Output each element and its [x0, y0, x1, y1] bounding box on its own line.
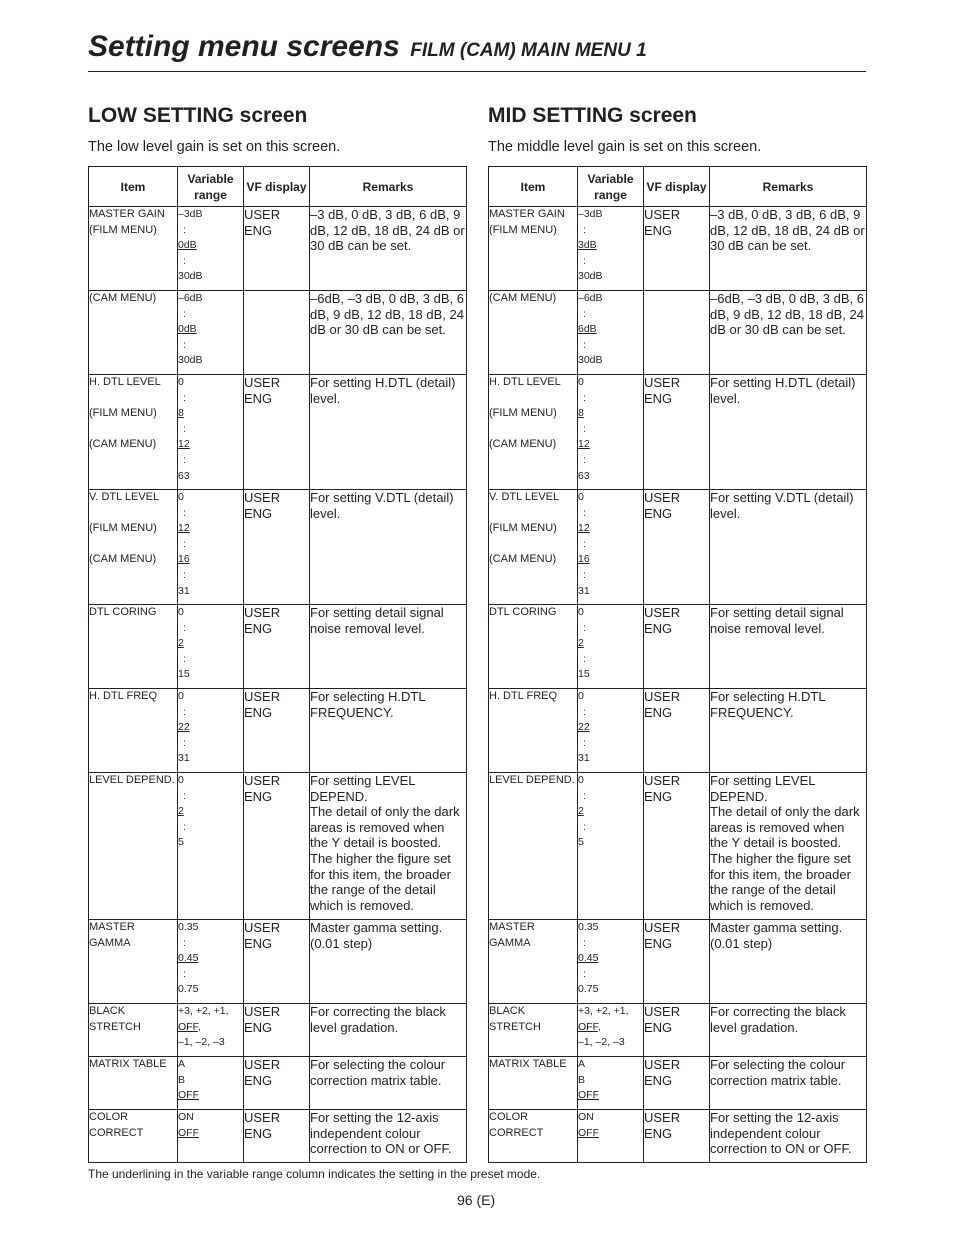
cell-remarks: Master gamma setting. (0.01 step)	[310, 920, 467, 1004]
table-row	[489, 1004, 867, 1057]
cell-item: (CAM MENU)	[89, 291, 178, 375]
range-value: :	[183, 705, 186, 718]
cell-vf-display	[644, 291, 710, 375]
cell-vf-display: USER ENG	[244, 1110, 310, 1163]
table-row	[89, 1110, 467, 1163]
range-value: :	[583, 652, 586, 665]
range-value: ON	[578, 1111, 594, 1123]
cell-remarks: For selecting H.DTL FREQUENCY.	[310, 689, 467, 773]
range-value: 30dB	[578, 270, 603, 283]
range-value: :	[183, 568, 186, 581]
cell-item: BLACK STRETCH	[89, 1004, 178, 1057]
cell-remarks: For setting the 12-axis independent colour correction to ON or OFF.	[310, 1110, 467, 1163]
range-value: :	[183, 453, 186, 466]
col-header-remarks: Remarks	[710, 167, 867, 207]
col-header-range: Variable range	[178, 167, 244, 207]
range-value: 63	[178, 469, 190, 482]
range-value: 0	[578, 491, 584, 503]
cell-vf-display: USER ENG	[244, 1004, 310, 1057]
cell-variable-range	[178, 605, 244, 689]
cell-variable-range	[178, 375, 244, 490]
range-value: :	[583, 967, 586, 980]
preset-value: 22	[178, 721, 190, 734]
cell-remarks: For correcting the black level gradation.	[310, 1004, 467, 1057]
preset-value: OFF	[178, 1126, 199, 1139]
col-header-vf: VF display	[644, 167, 710, 207]
cell-remarks: For setting V.DTL (detail) level.	[710, 490, 867, 605]
range-value: :	[583, 506, 586, 519]
page-number: 96 (E)	[457, 1192, 496, 1208]
table-row	[89, 375, 467, 490]
cell-variable-range	[178, 1110, 244, 1163]
cell-remarks: For selecting H.DTL FREQUENCY.	[710, 689, 867, 773]
low-section-title: LOW SETTING screen	[88, 104, 308, 127]
range-value: 30dB	[178, 354, 203, 367]
cell-remarks: For setting LEVEL DEPEND. The detail of only the dark areas is removed when the Y detail is boosted. The higher the figure set for this item, the broader the range of the detail which is removed.	[310, 773, 467, 920]
table-row	[89, 773, 467, 920]
footnote: The underlining in the variable range column indicates the setting in the preset mode.	[88, 1167, 541, 1181]
preset-value: 0.45	[178, 952, 199, 965]
range-value: –3dB	[578, 208, 603, 220]
range-value: 30dB	[578, 354, 603, 367]
preset-value: 16	[178, 553, 190, 566]
range-value: –1, –2, –3	[578, 1036, 625, 1049]
range-value: –6dB	[178, 292, 203, 304]
range-value: :	[183, 967, 186, 980]
cell-variable-range	[578, 375, 644, 490]
range-value: 0	[578, 774, 584, 786]
range-value: 0.35	[578, 921, 599, 933]
preset-value: 3dB	[578, 239, 597, 252]
range-value: :	[583, 789, 586, 802]
range-value: 0	[578, 690, 584, 702]
cell-vf-display: USER ENG	[244, 689, 310, 773]
col-header-remarks: Remarks	[310, 167, 467, 207]
cell-vf-display: USER ENG	[644, 773, 710, 920]
table-row	[89, 207, 467, 291]
cell-remarks: For setting LEVEL DEPEND. The detail of only the dark areas is removed when the Y detail is boosted. The higher the figure set for this item, the broader the range of the detail which is removed.	[710, 773, 867, 920]
cell-vf-display: USER ENG	[244, 207, 310, 291]
range-value: :	[183, 652, 186, 665]
cell-vf-display: USER ENG	[244, 490, 310, 605]
range-value: :	[183, 736, 186, 749]
cell-item: H. DTL FREQ	[89, 689, 178, 773]
cell-variable-range	[578, 920, 644, 1004]
range-value: :	[183, 307, 186, 320]
preset-value: 8	[578, 407, 584, 420]
table-row	[89, 605, 467, 689]
cell-vf-display: USER ENG	[644, 605, 710, 689]
cell-item: DTL CORING	[89, 605, 178, 689]
cell-item: LEVEL DEPEND.	[89, 773, 178, 920]
table-row	[489, 1057, 867, 1110]
range-value: 0.35	[178, 921, 199, 933]
cell-vf-display	[244, 291, 310, 375]
preset-value: 8	[178, 407, 184, 420]
range-value: :	[583, 936, 586, 949]
cell-item: V. DTL LEVEL (FILM MENU) (CAM MENU)	[89, 490, 178, 605]
cell-vf-display: USER ENG	[644, 1057, 710, 1110]
range-value: :	[183, 223, 186, 236]
cell-variable-range	[178, 490, 244, 605]
col-header-item: Item	[89, 167, 178, 207]
table-row	[489, 920, 867, 1004]
range-value: 30dB	[178, 270, 203, 283]
range-value: 0	[178, 491, 184, 503]
cell-variable-range	[178, 1004, 244, 1057]
cell-variable-range	[178, 291, 244, 375]
preset-value: 0dB	[178, 239, 197, 252]
range-value: 31	[178, 752, 190, 765]
range-value: :	[583, 568, 586, 581]
range-value: B	[178, 1073, 186, 1086]
cell-remarks: –6dB, –3 dB, 0 dB, 3 dB, 6 dB, 9 dB, 12 dB, 18 dB, 24 dB or 30 dB can be set.	[710, 291, 867, 375]
range-value: 5	[178, 836, 184, 849]
range-value: A	[178, 1058, 186, 1070]
range-value: –3dB	[178, 208, 203, 220]
preset-value: OFF	[578, 1089, 599, 1102]
cell-remarks: For setting H.DTL (detail) level.	[710, 375, 867, 490]
table-row	[489, 773, 867, 920]
cell-variable-range	[178, 689, 244, 773]
col-header-range: Variable range	[578, 167, 644, 207]
cell-vf-display: USER ENG	[644, 375, 710, 490]
preset-value: 2	[578, 637, 584, 650]
range-value: :	[183, 338, 186, 351]
table-row	[89, 1004, 467, 1057]
cell-vf-display: USER ENG	[244, 1057, 310, 1110]
cell-remarks: –3 dB, 0 dB, 3 dB, 6 dB, 9 dB, 12 dB, 18 dB, 24 dB or 30 dB can be set.	[710, 207, 867, 291]
range-value: :	[583, 338, 586, 351]
range-value: :	[583, 307, 586, 320]
range-value: :	[583, 736, 586, 749]
cell-item: V. DTL LEVEL (FILM MENU) (CAM MENU)	[489, 490, 578, 605]
cell-item: (CAM MENU)	[489, 291, 578, 375]
range-value: 15	[578, 668, 590, 681]
range-value: ON	[178, 1111, 194, 1123]
preset-value: 12	[178, 522, 190, 535]
cell-item: COLOR CORRECT	[489, 1110, 578, 1163]
range-value: 31	[178, 584, 190, 597]
range-value: A	[578, 1058, 586, 1070]
cell-remarks: For correcting the black level gradation.	[710, 1004, 867, 1057]
preset-value: OFF,	[178, 1020, 201, 1033]
range-value: :	[183, 254, 186, 267]
low-setting-table	[88, 166, 467, 1163]
table-row	[89, 291, 467, 375]
cell-variable-range	[578, 207, 644, 291]
cell-variable-range	[578, 291, 644, 375]
preset-value: 12	[178, 438, 190, 451]
range-value: 0	[578, 376, 584, 388]
cell-item: MATRIX TABLE	[89, 1057, 178, 1110]
range-value: :	[183, 537, 186, 550]
cell-variable-range	[578, 605, 644, 689]
range-value: :	[183, 506, 186, 519]
range-value: 0	[178, 774, 184, 786]
cell-vf-display: USER ENG	[644, 207, 710, 291]
table-row	[489, 689, 867, 773]
range-value: :	[183, 391, 186, 404]
range-value: :	[583, 621, 586, 634]
range-value: 63	[578, 469, 590, 482]
preset-value: 2	[178, 637, 184, 650]
mid-section-title: MID SETTING screen	[488, 104, 697, 127]
cell-vf-display: USER ENG	[244, 773, 310, 920]
mid-setting-table	[488, 166, 867, 1163]
cell-item: MASTER GAIN (FILM MENU)	[89, 207, 178, 291]
preset-value: OFF,	[578, 1020, 601, 1033]
cell-remarks: For setting detail signal noise removal level.	[710, 605, 867, 689]
range-value: :	[583, 422, 586, 435]
cell-remarks: For selecting the colour correction matrix table.	[310, 1057, 467, 1110]
cell-vf-display: USER ENG	[644, 689, 710, 773]
cell-item: MATRIX TABLE	[489, 1057, 578, 1110]
cell-remarks: For setting the 12-axis independent colour correction to ON or OFF.	[710, 1110, 867, 1163]
table-header-row	[489, 167, 867, 207]
range-value: 31	[578, 584, 590, 597]
cell-variable-range	[178, 773, 244, 920]
cell-vf-display: USER ENG	[244, 375, 310, 490]
table-row	[489, 375, 867, 490]
mid-section-intro: The middle level gain is set on this screen.	[488, 139, 762, 155]
table-row	[489, 291, 867, 375]
cell-variable-range	[178, 1057, 244, 1110]
cell-remarks: For setting detail signal noise removal level.	[310, 605, 467, 689]
table-row	[89, 689, 467, 773]
range-value: :	[183, 789, 186, 802]
preset-value: 16	[578, 553, 590, 566]
cell-remarks: Master gamma setting. (0.01 step)	[710, 920, 867, 1004]
range-value: 31	[578, 752, 590, 765]
range-value: +3, +2, +1,	[178, 1005, 229, 1017]
cell-remarks: For setting H.DTL (detail) level.	[310, 375, 467, 490]
table-header-row	[89, 167, 467, 207]
preset-value: 12	[578, 438, 590, 451]
preset-value: 22	[578, 721, 590, 734]
range-value: –6dB	[578, 292, 603, 304]
cell-item: COLOR CORRECT	[89, 1110, 178, 1163]
range-value: :	[183, 820, 186, 833]
table-row	[489, 605, 867, 689]
cell-item: LEVEL DEPEND.	[489, 773, 578, 920]
range-value: B	[578, 1073, 586, 1086]
range-value: 0	[178, 606, 184, 618]
range-value: 15	[178, 668, 190, 681]
col-header-vf: VF display	[244, 167, 310, 207]
range-value: 0	[178, 376, 184, 388]
preset-value: OFF	[178, 1089, 199, 1102]
cell-variable-range	[578, 1057, 644, 1110]
table-row	[89, 1057, 467, 1110]
title-rule	[88, 71, 866, 72]
cell-variable-range	[578, 1004, 644, 1057]
range-value: +3, +2, +1,	[578, 1005, 629, 1017]
cell-vf-display: USER ENG	[644, 490, 710, 605]
cell-variable-range	[178, 207, 244, 291]
table-row	[89, 920, 467, 1004]
cell-item: MASTER GAIN (FILM MENU)	[489, 207, 578, 291]
cell-remarks: –3 dB, 0 dB, 3 dB, 6 dB, 9 dB, 12 dB, 18 dB, 24 dB or 30 dB can be set.	[310, 207, 467, 291]
range-value: 5	[578, 836, 584, 849]
range-value: :	[583, 453, 586, 466]
range-value: 0.75	[178, 983, 199, 996]
cell-vf-display: USER ENG	[644, 1110, 710, 1163]
range-value: 0	[578, 606, 584, 618]
preset-value: 2	[578, 805, 584, 818]
preset-value: 2	[178, 805, 184, 818]
page-title-main: Setting menu screens	[88, 30, 400, 63]
cell-variable-range	[578, 1110, 644, 1163]
cell-item: H. DTL FREQ	[489, 689, 578, 773]
cell-remarks: For selecting the colour correction matrix table.	[710, 1057, 867, 1110]
cell-item: H. DTL LEVEL (FILM MENU) (CAM MENU)	[489, 375, 578, 490]
range-value: :	[183, 621, 186, 634]
cell-item: H. DTL LEVEL (FILM MENU) (CAM MENU)	[89, 375, 178, 490]
range-value: :	[583, 391, 586, 404]
cell-variable-range	[578, 490, 644, 605]
cell-variable-range	[178, 920, 244, 1004]
page-title	[88, 30, 647, 64]
table-row	[489, 1110, 867, 1163]
preset-value: OFF	[578, 1126, 599, 1139]
cell-vf-display: USER ENG	[644, 920, 710, 1004]
cell-remarks: –6dB, –3 dB, 0 dB, 3 dB, 6 dB, 9 dB, 12 dB, 18 dB, 24 dB or 30 dB can be set.	[310, 291, 467, 375]
range-value: :	[183, 422, 186, 435]
cell-item: MASTER GAMMA	[89, 920, 178, 1004]
cell-variable-range	[578, 773, 644, 920]
range-value: :	[583, 820, 586, 833]
range-value: :	[583, 705, 586, 718]
range-value: 0.75	[578, 983, 599, 996]
cell-vf-display: USER ENG	[244, 920, 310, 1004]
preset-value: 0dB	[178, 323, 197, 336]
cell-item: MASTER GAMMA	[489, 920, 578, 1004]
range-value: :	[183, 936, 186, 949]
preset-value: 0.45	[578, 952, 599, 965]
range-value: :	[583, 223, 586, 236]
low-section-intro: The low level gain is set on this screen.	[88, 139, 341, 155]
cell-variable-range	[578, 689, 644, 773]
table-row	[489, 207, 867, 291]
range-value: :	[583, 254, 586, 267]
table-row	[489, 490, 867, 605]
range-value: :	[583, 537, 586, 550]
col-header-item: Item	[489, 167, 578, 207]
range-value: –1, –2, –3	[178, 1036, 225, 1049]
cell-remarks: For setting V.DTL (detail) level.	[310, 490, 467, 605]
preset-value: 6dB	[578, 323, 597, 336]
preset-value: 12	[578, 522, 590, 535]
cell-vf-display: USER ENG	[244, 605, 310, 689]
cell-item: DTL CORING	[489, 605, 578, 689]
table-row	[89, 490, 467, 605]
cell-item: BLACK STRETCH	[489, 1004, 578, 1057]
cell-vf-display: USER ENG	[644, 1004, 710, 1057]
page-title-subtitle: FILM (CAM) MAIN MENU 1	[410, 40, 647, 61]
range-value: 0	[178, 690, 184, 702]
